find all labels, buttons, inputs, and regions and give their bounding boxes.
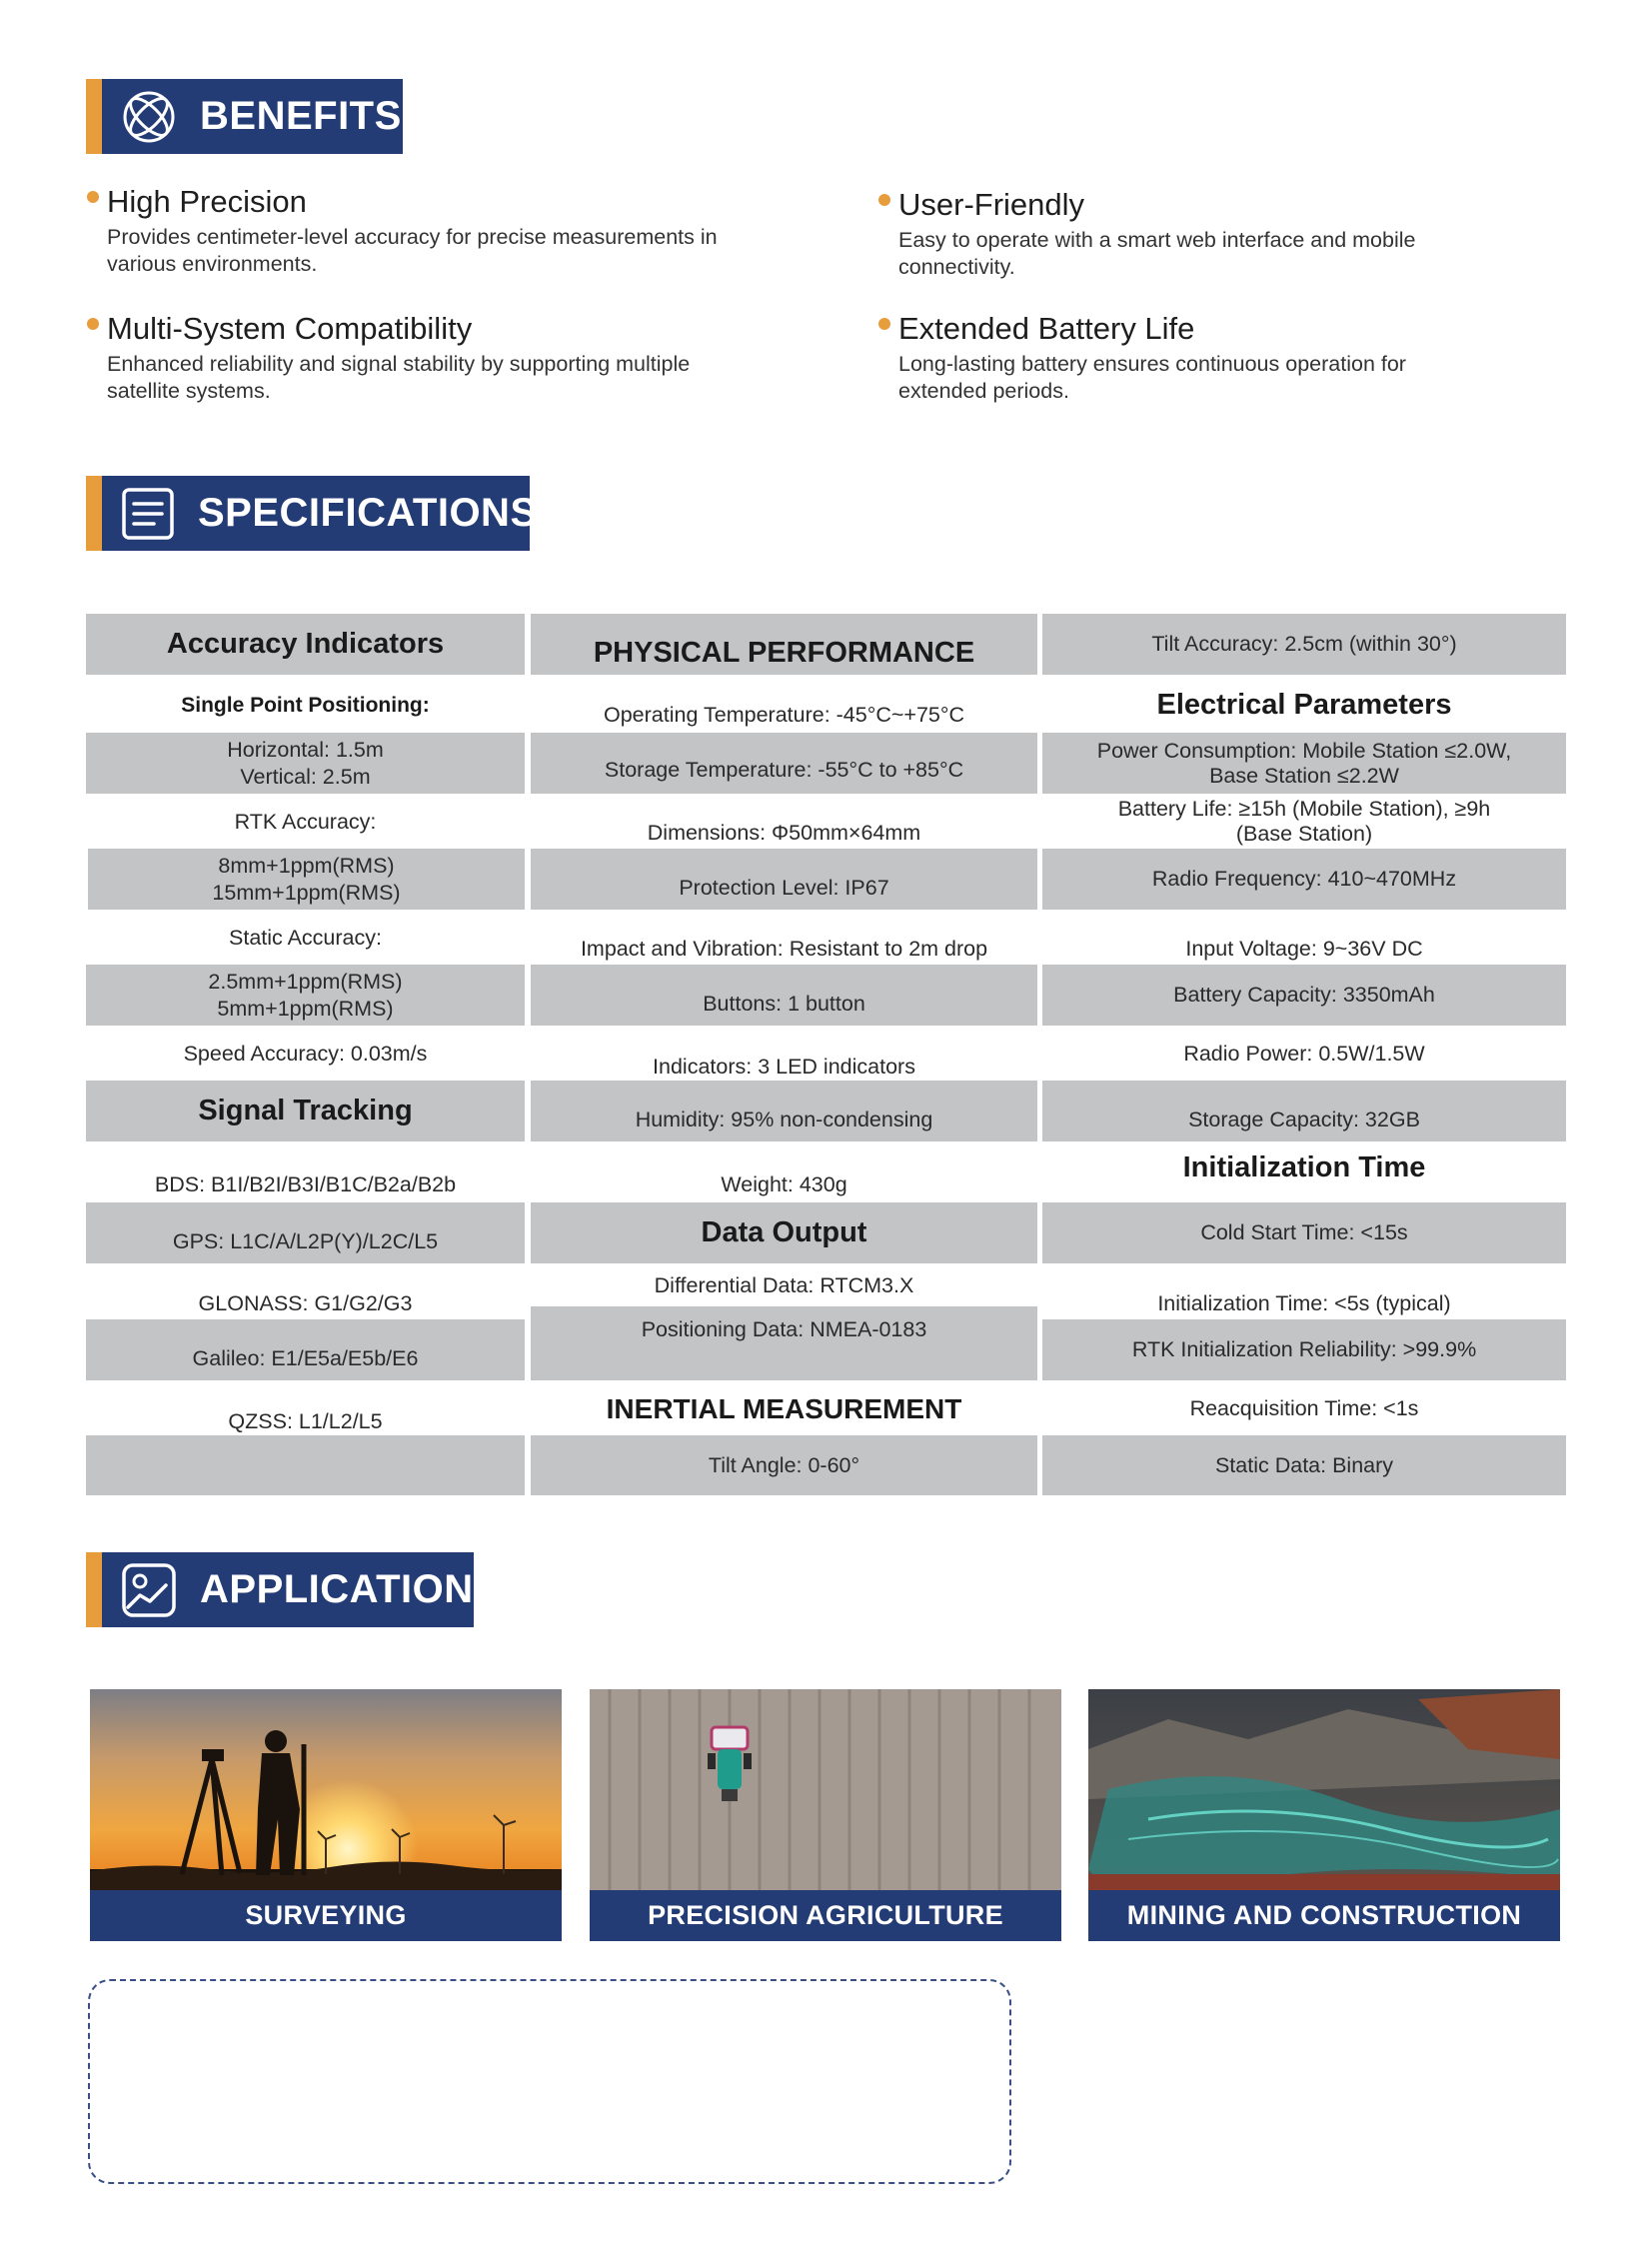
application-label: SURVEYING	[90, 1890, 562, 1941]
benefit-title: Multi-System Compatibility	[107, 311, 473, 346]
spec-empty-cell	[86, 1435, 525, 1495]
spec-value: Storage Temperature: -55°C to +85°C	[531, 733, 1037, 794]
spec-value: Radio Power: 0.5W/1.5W	[1183, 1041, 1425, 1066]
benefit-title: User-Friendly	[898, 187, 1085, 222]
image-chart-icon	[120, 1561, 178, 1619]
header-accent-bar	[86, 79, 102, 154]
spec-value: BDS: B1I/B2I/B3I/B1C/B2a/B2b	[154, 1172, 457, 1196]
bullet-dot	[87, 191, 99, 203]
mining-site-image	[1088, 1689, 1560, 1890]
spec-value: Indicators: 3 LED indicators	[653, 1055, 915, 1079]
spec-value: GPS: L1C/A/L2P(Y)/L2C/L5	[86, 1202, 525, 1263]
spec-value: Humidity: 95% non-condensing	[531, 1081, 1037, 1141]
spec-value: QZSS: L1/L2/L5	[228, 1409, 383, 1433]
spec-value: Tilt Angle: 0-60°	[531, 1435, 1037, 1495]
spec-value: Positioning Data: NMEA-0183	[531, 1306, 1037, 1380]
application-card-mining	[1088, 1689, 1560, 1941]
spec-heading: PHYSICAL PERFORMANCE	[531, 614, 1037, 675]
spec-value: Buttons: 1 button	[531, 965, 1037, 1026]
application-label: PRECISION AGRICULTURE	[590, 1890, 1061, 1941]
agriculture-field-image	[590, 1689, 1061, 1890]
benefit-battery-life	[898, 311, 1478, 405]
specifications-header	[86, 476, 538, 551]
spec-value: Impact and Vibration: Resistant to 2m drop	[580, 937, 988, 961]
benefit-description: Provides centimeter-level accuracy for precise measurements in various environments.	[107, 225, 718, 276]
benefit-description: Long-lasting battery ensures continuous operation for extended periods.	[898, 352, 1406, 403]
application-header	[86, 1552, 474, 1627]
spec-subheading: Single Point Positioning:	[181, 693, 430, 717]
spec-value: Power Consumption: Mobile Station ≤2.0W, Base Station ≤2.2W	[1042, 733, 1566, 794]
header-accent-bar	[86, 1552, 102, 1627]
spec-value: Input Voltage: 9~36V DC	[1185, 937, 1423, 961]
spec-value: Battery Life: ≥15h (Mobile Station), ≥9h (Base Station)	[1117, 797, 1491, 846]
benefit-description: Easy to operate with a smart web interface and mobile connectivity.	[898, 228, 1416, 279]
spec-subheading: RTK Accuracy:	[234, 809, 377, 834]
spec-value: Static Data: Binary	[1042, 1435, 1566, 1495]
bullet-dot	[87, 318, 99, 330]
spec-value: Reacquisition Time: <1s	[1189, 1395, 1419, 1420]
benefit-high-precision	[107, 184, 787, 278]
spec-value: Operating Temperature: -45°C~+75°C	[604, 703, 964, 727]
spec-heading: Electrical Parameters	[1156, 688, 1452, 721]
spec-value: RTK Initialization Reliability: >99.9%	[1042, 1319, 1566, 1380]
benefit-description: Enhanced reliability and signal stability by supporting multiple satellite systems.	[107, 352, 691, 403]
spec-value: 8mm+1ppm(RMS) 15mm+1ppm(RMS)	[88, 849, 525, 910]
spec-value: Dimensions: Φ50mm×64mm	[647, 821, 921, 845]
spec-value: Weight: 430g	[721, 1172, 847, 1196]
spec-value: Tilt Accuracy: 2.5cm (within 30°)	[1042, 614, 1566, 675]
spec-heading: Signal Tracking	[86, 1081, 525, 1141]
spec-value: Horizontal: 1.5m Vertical: 2.5m	[86, 733, 525, 794]
spec-heading: Data Output	[531, 1202, 1037, 1263]
benefit-user-friendly	[898, 187, 1458, 281]
header-accent-bar	[86, 476, 102, 551]
spec-value: Differential Data: RTCM3.X	[654, 1272, 914, 1297]
benefit-multi-system	[107, 311, 767, 405]
spec-heading: Accuracy Indicators	[86, 614, 525, 675]
atom-orbit-icon	[120, 88, 178, 146]
benefit-title: Extended Battery Life	[898, 311, 1195, 346]
spec-subheading: Static Accuracy:	[229, 925, 382, 950]
specifications-title: SPECIFICATIONS	[198, 491, 538, 535]
bullet-dot	[878, 318, 890, 330]
application-label: MINING AND CONSTRUCTION	[1088, 1890, 1560, 1941]
benefit-title: High Precision	[107, 184, 307, 219]
application-card-surveying	[90, 1689, 562, 1941]
spec-value: GLONASS: G1/G2/G3	[198, 1291, 413, 1315]
bullet-dot	[878, 194, 890, 206]
spec-value: Galileo: E1/E5a/E5b/E6	[86, 1319, 525, 1380]
benefits-header	[86, 79, 403, 154]
spec-value: Storage Capacity: 32GB	[1042, 1081, 1566, 1141]
spec-value: Protection Level: IP67	[531, 849, 1037, 910]
spec-value: Speed Accuracy: 0.03m/s	[183, 1041, 428, 1066]
document-list-icon	[120, 485, 176, 543]
spec-heading: Initialization Time	[1182, 1150, 1426, 1183]
spec-value: 2.5mm+1ppm(RMS) 5mm+1ppm(RMS)	[86, 965, 525, 1026]
spec-value: Cold Start Time: <15s	[1042, 1202, 1566, 1263]
spec-value: Battery Capacity: 3350mAh	[1042, 965, 1566, 1026]
spec-value: Initialization Time: <5s (typical)	[1157, 1291, 1451, 1315]
benefits-title: BENEFITS	[200, 94, 402, 138]
empty-dashed-placeholder	[88, 1979, 1011, 2184]
spec-value: Radio Frequency: 410~470MHz	[1042, 849, 1566, 910]
application-card-agriculture	[590, 1689, 1061, 1941]
surveying-sunset-image	[90, 1689, 562, 1890]
application-title: APPLICATION	[200, 1567, 474, 1611]
spec-heading: INERTIAL MEASUREMENT	[606, 1392, 962, 1424]
